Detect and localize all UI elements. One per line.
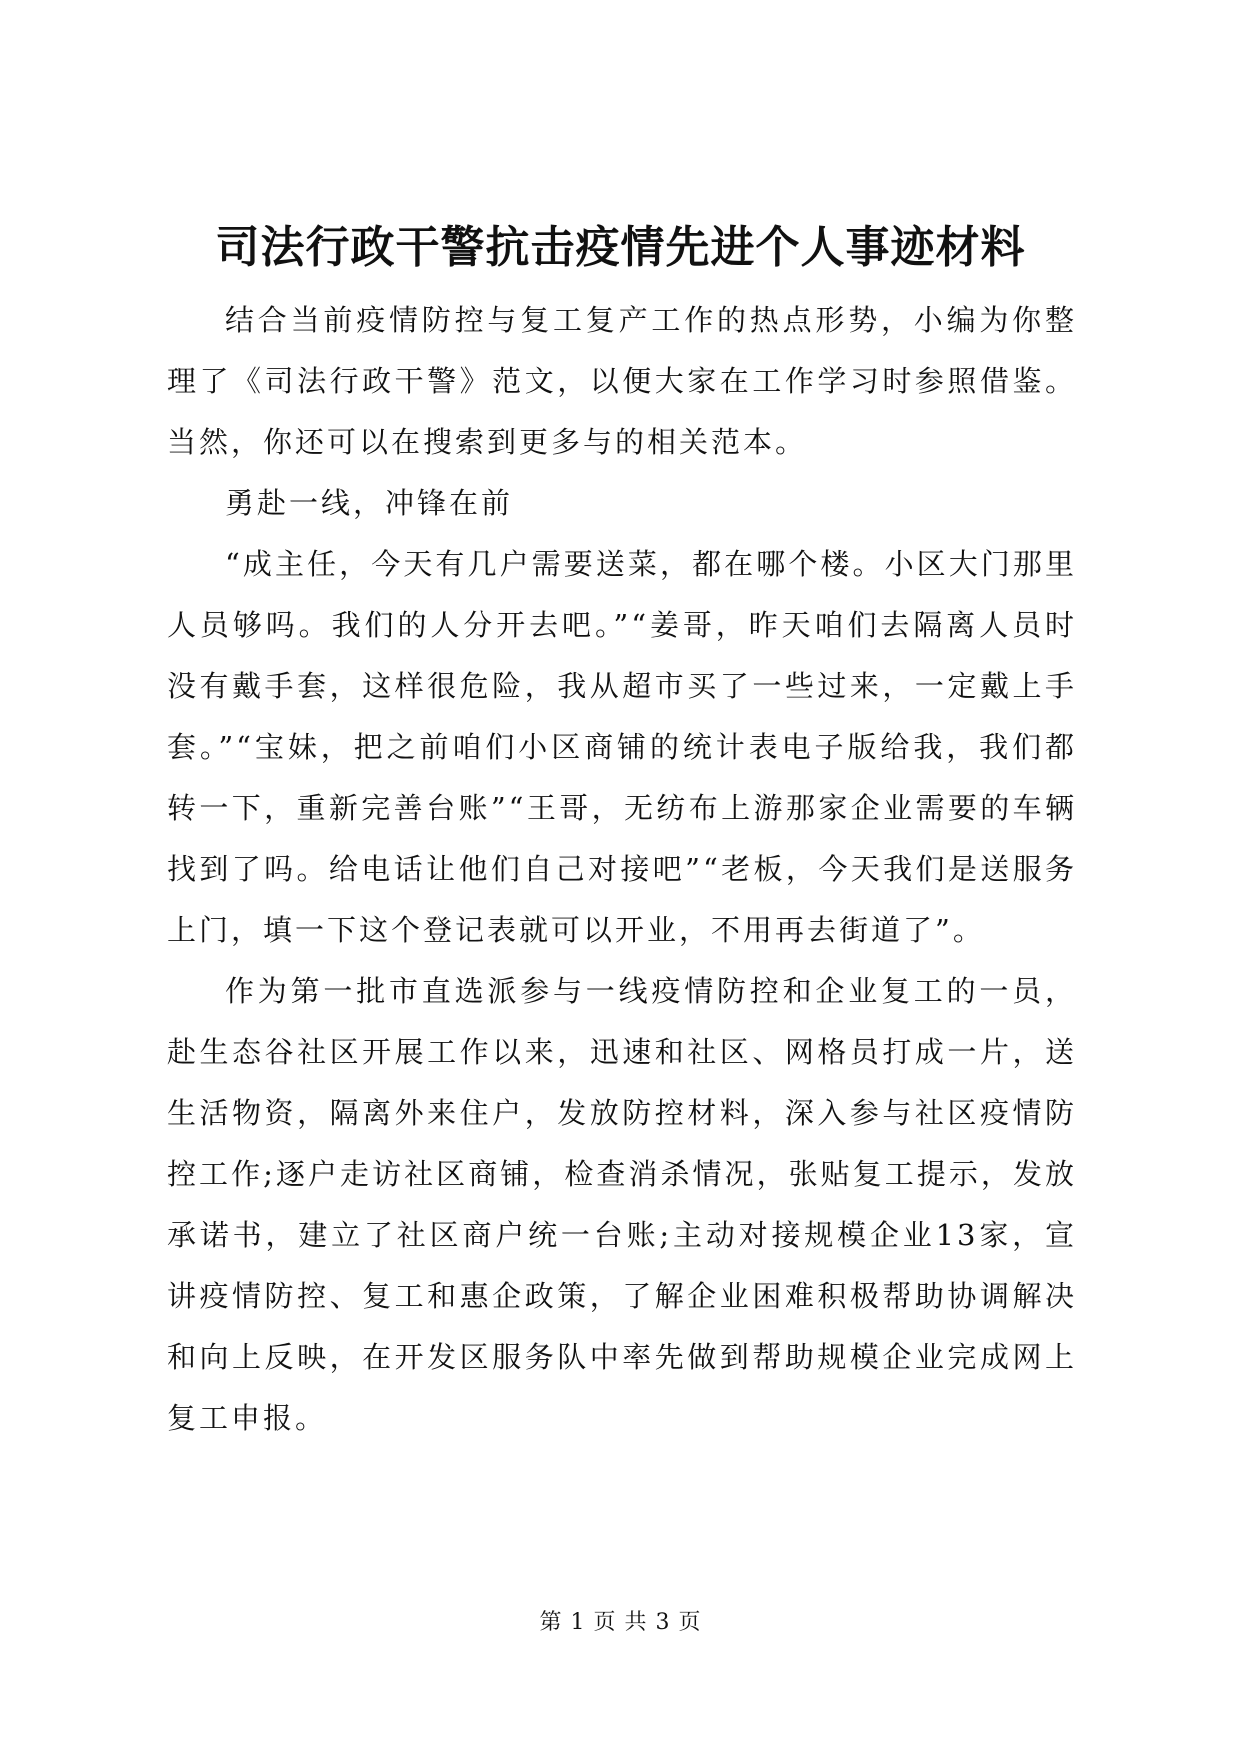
work-summary-paragraph: 作为第一批市直选派参与一线疫情防控和企业复工的一员，赴生态谷社区开展工作以来，迅速和社区、网格员打成一片，送生活物资，隔离外来住户，发放防控材料，深入参与社区疫情防控工作;逐户走访社区商铺，检查消杀情况，张贴复工提示，发放承诺书，建立了社区商户统一台账;主动对接规模企业13家，宣讲疫情防控、复工和惠企政策，了解企业困难积极帮助协调解决和向上反映，在开发区服务队中率先做到帮助规模企业完成网上复工申报。 [167,974,1077,1435]
document-title: 司法行政干警抗击疫情先进个人事迹材料 [215,222,1026,273]
intro-paragraph: 结合当前疫情防控与复工复产工作的热点形势，小编为你整理了《司法行政干警》范文，以便大家在工作学习时参照借鉴。当然，你还可以在搜索到更多与的相关范本。 [167,303,1077,459]
page-number: 第 1 页 共 3 页 [539,1610,702,1635]
dialogue-paragraph: “成主任，今天有几户需要送菜，都在哪个楼。小区大门那里人员够吗。我们的人分开去吧。”“姜哥，昨天咱们去隔离人员时没有戴手套，这样很危险，我从超市买了一些过来，一定戴上手套。”“宝妹，把之前咱们小区商铺的统计表电子版给我，我们都转一下，重新完善台账”“王哥，无纺布上游那家企业需要的车辆找到了吗。给电话让他们自己对接吧”“老板，今天我们是送服务上门，填一下这个登记表就可以开业，不用再去街道了”。 [167,547,1077,947]
document-body [167,290,1077,1449]
section-heading: 勇赴一线，冲锋在前 [225,486,514,520]
